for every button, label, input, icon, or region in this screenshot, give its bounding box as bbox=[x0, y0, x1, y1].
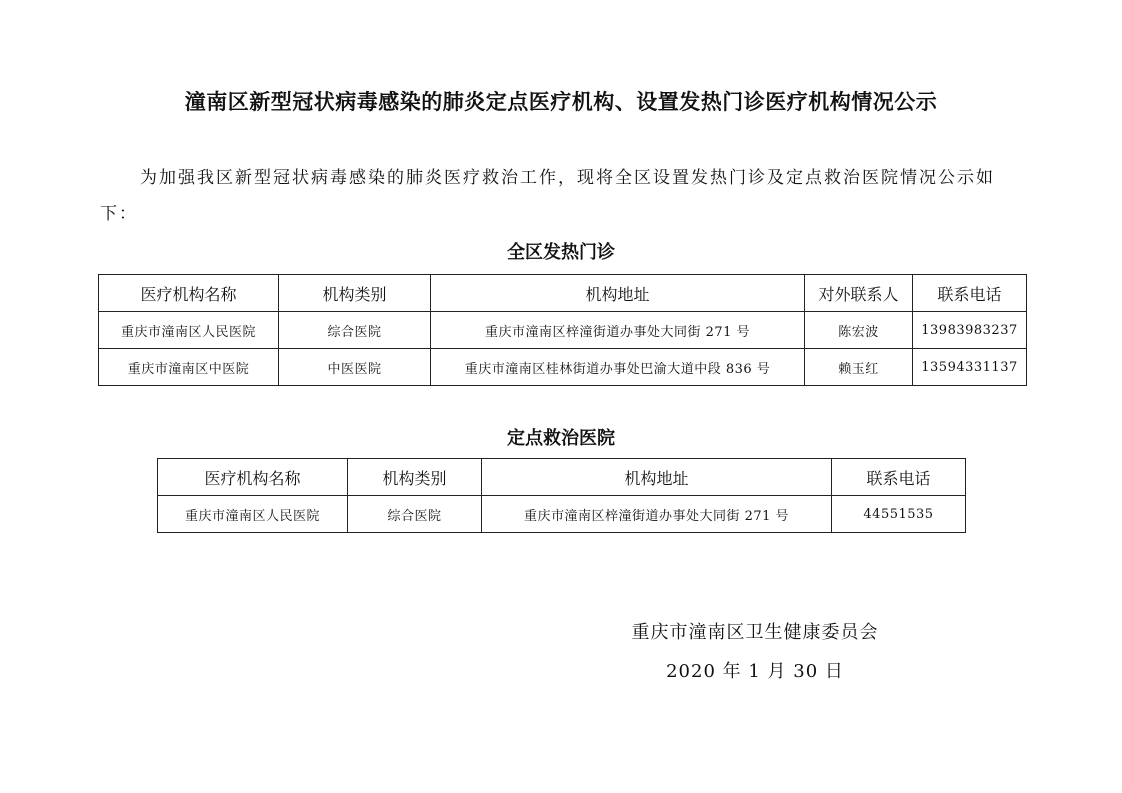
cell-phone: 44551535 bbox=[832, 496, 966, 533]
intro-paragraph bbox=[100, 160, 1030, 232]
cell-address: 重庆市潼南区梓潼街道办事处大同街 271 号 bbox=[431, 312, 805, 349]
column-header-category: 机构类别 bbox=[348, 459, 482, 496]
cell-phone: 13594331137 bbox=[913, 349, 1027, 386]
cell-address: 重庆市潼南区梓潼街道办事处大同街 271 号 bbox=[482, 496, 832, 533]
page-title: 潼南区新型冠状病毒感染的肺炎定点医疗机构、设置发热门诊医疗机构情况公示 bbox=[184, 90, 938, 114]
cell-name: 重庆市潼南区中医院 bbox=[99, 349, 279, 386]
signature-date: 2020 年 1 月 30 日 bbox=[666, 661, 844, 682]
cell-name: 重庆市潼南区人民医院 bbox=[158, 496, 348, 533]
intro-text: 为加强我区新型冠状病毒感染的肺炎医疗救治工作，现将全区设置发热门诊及定点救治医院情况公示如下： bbox=[100, 168, 995, 224]
column-header-phone: 联系电话 bbox=[913, 275, 1027, 312]
cell-category: 综合医院 bbox=[279, 312, 431, 349]
designated-hospitals-table bbox=[157, 458, 966, 533]
fever-clinics-table bbox=[98, 274, 1027, 386]
column-header-address: 机构地址 bbox=[431, 275, 805, 312]
column-header-phone: 联系电话 bbox=[832, 459, 966, 496]
fever-clinics-title: 全区发热门诊 bbox=[507, 242, 615, 263]
table-row bbox=[99, 349, 1027, 386]
table-row bbox=[99, 312, 1027, 349]
column-header-name: 医疗机构名称 bbox=[99, 275, 279, 312]
table-header-row bbox=[158, 459, 966, 496]
table-row bbox=[158, 496, 966, 533]
cell-category: 中医医院 bbox=[279, 349, 431, 386]
cell-address: 重庆市潼南区桂林街道办事处巴渝大道中段 836 号 bbox=[431, 349, 805, 386]
column-header-category: 机构类别 bbox=[279, 275, 431, 312]
cell-phone: 13983983237 bbox=[913, 312, 1027, 349]
cell-name: 重庆市潼南区人民医院 bbox=[99, 312, 279, 349]
signature-organization: 重庆市潼南区卫生健康委员会 bbox=[631, 622, 879, 643]
column-header-address: 机构地址 bbox=[482, 459, 832, 496]
cell-contact: 陈宏波 bbox=[805, 312, 913, 349]
cell-contact: 赖玉红 bbox=[805, 349, 913, 386]
designated-hospitals-title: 定点救治医院 bbox=[507, 428, 615, 449]
column-header-name: 医疗机构名称 bbox=[158, 459, 348, 496]
column-header-contact: 对外联系人 bbox=[805, 275, 913, 312]
table-header-row bbox=[99, 275, 1027, 312]
cell-category: 综合医院 bbox=[348, 496, 482, 533]
